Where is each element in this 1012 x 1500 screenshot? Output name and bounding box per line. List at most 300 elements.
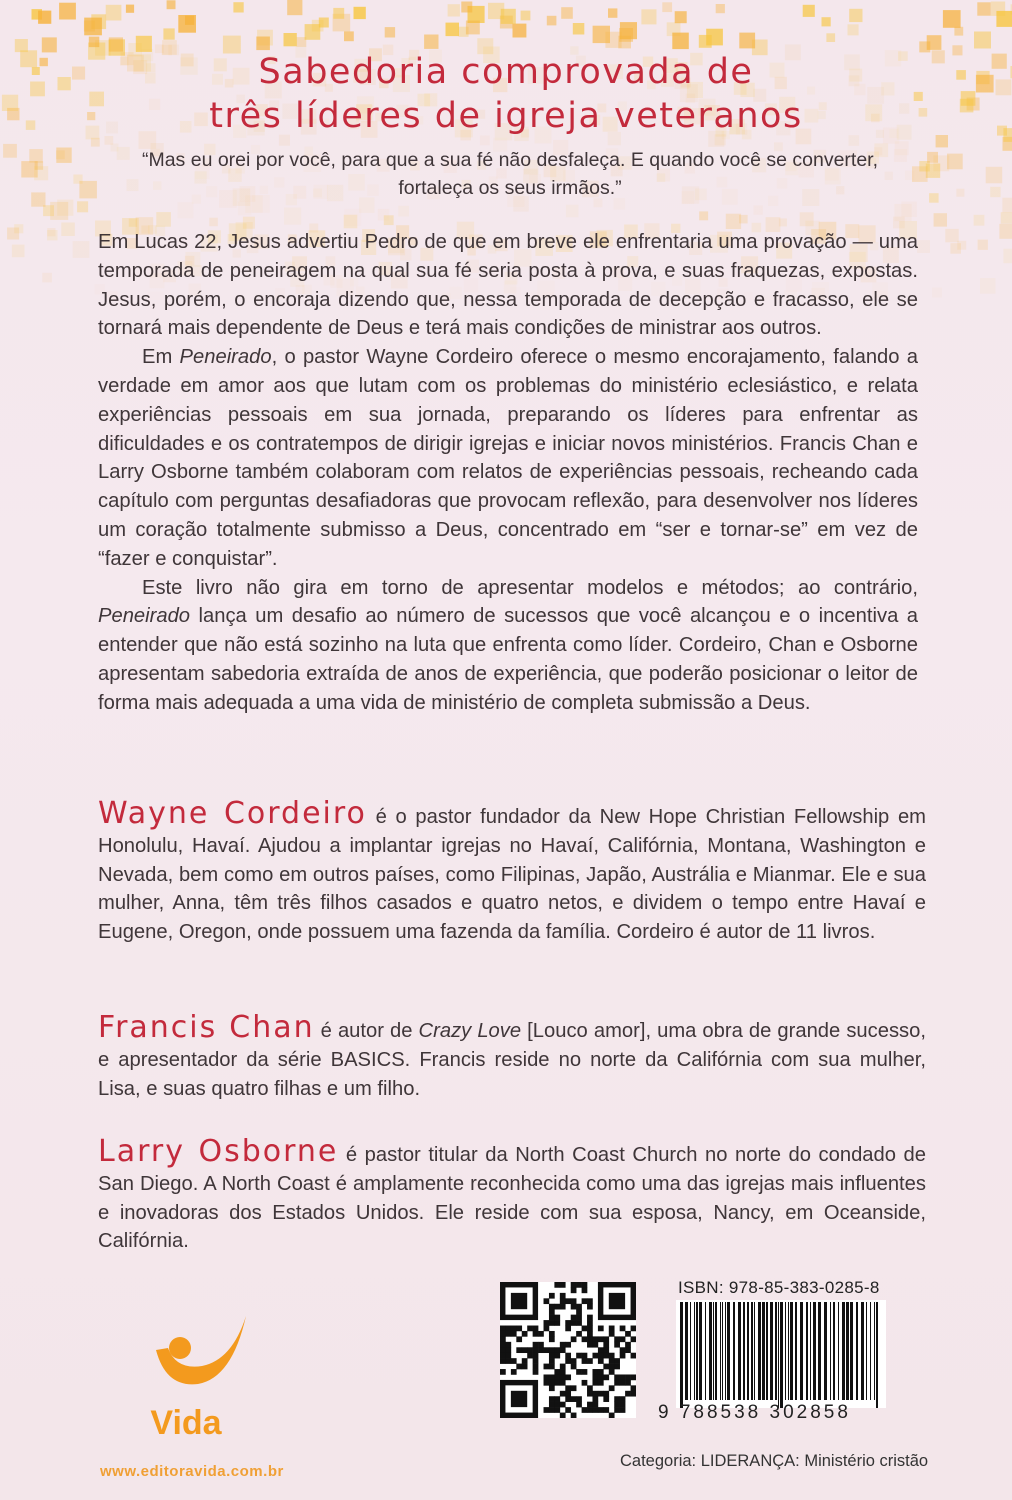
- qr-module: [620, 1326, 626, 1332]
- qr-module: [544, 1364, 550, 1370]
- barcode-bar: [806, 1302, 808, 1400]
- confetti-square: [459, 27, 469, 37]
- qr-module: [598, 1380, 604, 1386]
- qr-module: [625, 1374, 631, 1380]
- qr-module: [533, 1342, 539, 1348]
- qr-module: [549, 1315, 555, 1321]
- isbn-label: ISBN: 978-85-383-0285-8: [678, 1278, 880, 1297]
- qr-module: [500, 1331, 506, 1337]
- qr-module: [620, 1347, 626, 1353]
- qr-module: [538, 1342, 544, 1348]
- barcode-bar: [699, 1302, 702, 1400]
- qr-module: [598, 1374, 604, 1380]
- qr-module: [582, 1380, 588, 1386]
- confetti-square: [243, 217, 255, 229]
- qr-module: [603, 1407, 609, 1413]
- qr-module: [544, 1326, 550, 1332]
- qr-module: [609, 1293, 625, 1309]
- barcode-bar: [715, 1302, 717, 1400]
- qr-module: [592, 1374, 598, 1380]
- qr-module: [505, 1353, 511, 1359]
- qr-module: [533, 1331, 539, 1337]
- qr-module: [603, 1364, 609, 1370]
- barcode-bar: [838, 1302, 839, 1400]
- confetti-square: [31, 192, 45, 206]
- qr-module: [511, 1326, 517, 1332]
- confetti-square: [803, 5, 815, 17]
- qr-module: [582, 1358, 588, 1364]
- qr-module: [620, 1407, 626, 1413]
- qr-module: [565, 1358, 571, 1364]
- confetti-square: [47, 230, 57, 240]
- confetti-square: [954, 27, 963, 36]
- qr-module: [511, 1369, 517, 1375]
- confetti-square: [672, 33, 689, 50]
- qr-module: [592, 1402, 598, 1408]
- qr-module: [598, 1347, 604, 1353]
- qr-module: [603, 1391, 609, 1397]
- confetti-square: [974, 32, 991, 49]
- qr-module: [500, 1369, 506, 1375]
- confetti-square: [699, 35, 712, 48]
- confetti-square: [21, 161, 37, 177]
- qr-module: [544, 1320, 550, 1326]
- qr-module: [592, 1342, 598, 1348]
- confetti-square: [12, 245, 25, 258]
- qr-module: [603, 1342, 609, 1348]
- confetti-square: [739, 33, 755, 49]
- barcode-bar: [754, 1302, 755, 1400]
- qr-module: [587, 1331, 593, 1337]
- author-name: Larry Osborne: [98, 1134, 339, 1169]
- qr-module: [625, 1347, 631, 1353]
- qr-module: [571, 1315, 577, 1321]
- qr-module: [500, 1358, 506, 1364]
- qr-module: [560, 1374, 566, 1380]
- qr-module: [560, 1347, 566, 1353]
- qr-module: [505, 1326, 511, 1332]
- qr-module: [533, 1347, 539, 1353]
- confetti-square: [800, 212, 814, 226]
- confetti-square: [384, 215, 394, 225]
- qr-module: [511, 1358, 517, 1364]
- barcode-bar: [874, 1302, 875, 1400]
- qr-module: [500, 1336, 506, 1342]
- qr-module: [571, 1396, 577, 1402]
- qr-module: [598, 1358, 604, 1364]
- confetti-square: [934, 213, 947, 226]
- qr-module: [587, 1315, 593, 1321]
- qr-module: [571, 1358, 577, 1364]
- barcode-bar: [876, 1302, 878, 1408]
- confetti-square: [167, 0, 176, 9]
- qr-module: [522, 1364, 528, 1370]
- qr-module: [587, 1298, 593, 1304]
- qr-module: [582, 1287, 588, 1293]
- qr-module: [554, 1353, 560, 1359]
- qr-module: [620, 1353, 626, 1359]
- confetti-square: [156, 212, 171, 227]
- qr-module: [549, 1407, 555, 1413]
- qr-module: [560, 1402, 566, 1408]
- author-name: Francis Chan: [98, 1010, 315, 1045]
- confetti-square: [849, 9, 862, 22]
- confetti-square: [42, 273, 52, 283]
- barcode-bar: [725, 1302, 726, 1400]
- qr-module: [538, 1347, 544, 1353]
- qr-module: [620, 1336, 626, 1342]
- qr-module: [603, 1396, 609, 1402]
- confetti-square: [284, 33, 297, 46]
- confetti-square: [561, 7, 573, 19]
- barcode-bar: [833, 1302, 835, 1400]
- confetti-square: [706, 29, 723, 46]
- confetti-square: [257, 30, 273, 46]
- qr-code: [500, 1282, 636, 1418]
- qr-module: [571, 1304, 577, 1310]
- qr-module: [609, 1385, 615, 1391]
- qr-module: [609, 1369, 615, 1375]
- confetti-square: [319, 18, 329, 28]
- qr-module: [609, 1413, 615, 1418]
- qr-module: [576, 1282, 582, 1288]
- confetti-square: [667, 22, 681, 36]
- confetti-square: [1003, 249, 1012, 264]
- qr-module: [620, 1402, 626, 1408]
- confetti-square: [50, 202, 68, 220]
- qr-module: [598, 1353, 604, 1359]
- qr-module: [554, 1282, 560, 1288]
- qr-module: [560, 1364, 566, 1370]
- qr-module: [554, 1380, 560, 1386]
- qr-module: [560, 1342, 566, 1348]
- qr-module: [576, 1396, 582, 1402]
- qr-module: [544, 1374, 550, 1380]
- confetti-square: [73, 175, 82, 184]
- confetti-square: [56, 148, 71, 163]
- qr-module: [549, 1293, 555, 1299]
- qr-module: [533, 1364, 539, 1370]
- confetti-square: [461, 2, 472, 13]
- confetti-square: [848, 24, 859, 35]
- qr-module: [587, 1407, 593, 1413]
- confetti-square: [163, 28, 174, 39]
- confetti-square: [448, 4, 460, 16]
- book-title-inline: Peneirado: [98, 605, 191, 628]
- confetti-square: [466, 21, 480, 35]
- barcode-bar: [685, 1302, 688, 1400]
- qr-module: [582, 1407, 588, 1413]
- confetti-square: [333, 14, 351, 32]
- qr-module: [516, 1326, 522, 1332]
- confetti-square: [312, 20, 324, 32]
- qr-module: [516, 1336, 522, 1342]
- publisher-url[interactable]: www.editoravida.com.br: [100, 1463, 284, 1480]
- isbn-barcode: [676, 1300, 886, 1408]
- barcode-bar: [785, 1302, 786, 1400]
- confetti-square: [344, 31, 354, 41]
- author-bio-wayne: [98, 796, 926, 947]
- confetti-square: [77, 201, 88, 212]
- confetti-square: [126, 5, 134, 13]
- qr-module: [631, 1326, 636, 1332]
- qr-module: [500, 1342, 506, 1348]
- qr-module: [582, 1353, 588, 1359]
- confetti-square: [185, 16, 194, 25]
- qr-module: [571, 1287, 577, 1293]
- publisher-logo-text: Vida: [150, 1404, 222, 1440]
- qr-module: [565, 1374, 571, 1380]
- qr-module: [565, 1326, 571, 1332]
- confetti-square: [7, 228, 19, 240]
- barcode-bar: [770, 1302, 773, 1400]
- barcode-bar: [846, 1302, 849, 1400]
- qr-module: [554, 1369, 560, 1375]
- confetti-square: [29, 149, 43, 163]
- confetti-square: [14, 224, 23, 233]
- qr-module: [625, 1391, 631, 1397]
- barcode-bar: [813, 1302, 816, 1400]
- confetti-square: [59, 3, 76, 20]
- confetti-square: [385, 27, 395, 37]
- confetti-square: [178, 202, 194, 218]
- barcode-digits: 9 788538 302858: [658, 1402, 851, 1423]
- barcode-bar: [694, 1302, 695, 1400]
- barcode-bar: [751, 1302, 753, 1400]
- confetti-square: [32, 9, 43, 20]
- confetti-square: [106, 5, 122, 21]
- qr-module: [587, 1342, 593, 1348]
- confetti-square: [344, 209, 361, 226]
- barcode-bar: [824, 1302, 827, 1400]
- qr-module: [598, 1336, 604, 1342]
- barcode-bar: [722, 1302, 723, 1400]
- qr-module: [587, 1336, 593, 1342]
- qr-module: [565, 1391, 571, 1397]
- barcode-bar: [775, 1302, 777, 1400]
- qr-module: [554, 1320, 560, 1326]
- qr-module: [549, 1353, 555, 1359]
- qr-module: [609, 1331, 615, 1337]
- confetti-square: [501, 9, 516, 24]
- qr-module: [587, 1320, 593, 1326]
- confetti-square: [716, 4, 725, 13]
- barcode-bar: [738, 1302, 741, 1400]
- qr-module: [560, 1380, 566, 1386]
- qr-module: [565, 1407, 571, 1413]
- confetti-square: [513, 24, 527, 38]
- qr-module: [614, 1364, 620, 1370]
- qr-module: [549, 1304, 555, 1310]
- qr-module: [549, 1336, 555, 1342]
- qr-module: [565, 1298, 571, 1304]
- confetti-square: [47, 228, 55, 236]
- confetti-square: [354, 7, 366, 19]
- confetti-square: [84, 18, 102, 36]
- qr-module: [603, 1336, 609, 1342]
- qr-module: [587, 1402, 593, 1408]
- confetti-square: [89, 37, 100, 48]
- barcode-bar: [709, 1302, 712, 1400]
- qr-module: [571, 1413, 577, 1418]
- confetti-square: [84, 21, 95, 32]
- qr-module: [549, 1380, 555, 1386]
- confetti-square: [754, 205, 763, 214]
- confetti-square: [826, 33, 835, 42]
- confetti-square: [618, 36, 631, 49]
- qr-module: [603, 1347, 609, 1353]
- qr-module: [587, 1304, 593, 1310]
- barcode-bar: [830, 1302, 831, 1400]
- confetti-square: [297, 37, 307, 47]
- qr-module: [614, 1374, 620, 1380]
- confetti-square: [91, 14, 106, 29]
- qr-module: [598, 1407, 604, 1413]
- qr-module: [554, 1407, 560, 1413]
- qr-module: [549, 1364, 555, 1370]
- book-title: Peneirado: [179, 346, 272, 369]
- barcode-bar: [818, 1302, 821, 1400]
- qr-module: [565, 1385, 571, 1391]
- author-bio-francis: Francis Chan é autor de Crazy Love [Louco amor], uma obra de grande sucesso, e apresentador da série BASICS. Francis reside no norte da Califórnia com sua mulher, Lisa, e suas quatro filhas e um filho.: [98, 1010, 926, 1100]
- qr-module: [527, 1347, 533, 1353]
- confetti-square: [500, 16, 513, 29]
- qr-module: [620, 1380, 626, 1386]
- qr-module: [565, 1396, 571, 1402]
- qr-module: [538, 1331, 544, 1337]
- qr-module: [560, 1282, 566, 1288]
- qr-module: [631, 1374, 636, 1380]
- qr-module: [592, 1380, 598, 1386]
- qr-module: [500, 1347, 506, 1353]
- qr-module: [592, 1336, 598, 1342]
- qr-module: [549, 1402, 555, 1408]
- qr-module: [614, 1336, 620, 1342]
- confetti-square: [996, 11, 1012, 27]
- headline-line-1: Sabedoria comprovada de: [258, 52, 754, 92]
- confetti-square: [238, 202, 252, 216]
- qr-module: [631, 1391, 636, 1397]
- barcode-bar: [800, 1302, 803, 1400]
- qr-module: [549, 1320, 555, 1326]
- confetti-square: [1002, 198, 1012, 213]
- qr-module: [576, 1369, 582, 1375]
- qr-module: [527, 1353, 533, 1359]
- barcode-bar: [766, 1302, 768, 1400]
- confetti-square: [35, 161, 44, 170]
- barcode-bar: [762, 1302, 765, 1400]
- qr-module: [549, 1385, 555, 1391]
- confetti-square: [917, 240, 930, 253]
- qr-module: [582, 1369, 588, 1375]
- confetti-square: [424, 35, 438, 49]
- qr-module: [533, 1358, 539, 1364]
- synopsis: [98, 228, 918, 718]
- qr-module: [587, 1385, 593, 1391]
- qr-module: [582, 1336, 588, 1342]
- confetti-square: [974, 215, 985, 226]
- qr-module: [527, 1326, 533, 1332]
- confetti-square: [620, 22, 637, 39]
- qr-module: [560, 1293, 566, 1299]
- confetti-square: [468, 6, 485, 23]
- qr-module: [614, 1358, 620, 1364]
- synopsis-paragraph-2: Em Peneirado, o pastor Wayne Cordeiro oferece o mesmo encorajamento, falando a verdade em amor aos que lutam com os problemas do ministério eclesiástico, e relata experiências pessoais em sua jornada, preparando os líderes para enfrentar as dificuldades e os contratempos de dirigir igrejas e iniciar novos ministérios. Francis Chan e Larry Osborne também colaboram com relatos de experiências pessoais, recheando cada capítulo com perguntas desafiadoras que provocam reflexão, para desenvolver nos líderes um coração totalmente submisso a Deus, concentrado em “ser e tornar-se” em vez de “fazer e conquistar”.: [98, 346, 918, 570]
- qr-module: [554, 1374, 560, 1380]
- confetti-square: [932, 288, 942, 298]
- barcode-bar: [866, 1302, 867, 1400]
- barcode-bar: [705, 1302, 706, 1400]
- qr-module: [554, 1402, 560, 1408]
- qr-module: [505, 1342, 511, 1348]
- headline: [0, 50, 1012, 138]
- qr-module: [511, 1293, 527, 1309]
- confetti-square: [3, 144, 17, 158]
- barcode-bar: [743, 1302, 745, 1400]
- confetti-square: [129, 219, 137, 227]
- confetti-square: [547, 16, 557, 26]
- confetti-square: [675, 11, 687, 23]
- book-title: Crazy Love: [418, 1020, 522, 1042]
- confetti-square: [61, 223, 75, 237]
- qr-module: [554, 1315, 560, 1321]
- confetti-square: [999, 224, 1012, 239]
- qr-module: [560, 1391, 566, 1397]
- qr-module: [571, 1385, 577, 1391]
- qr-module: [571, 1320, 577, 1326]
- barcode-bar: [758, 1302, 761, 1400]
- confetti-square: [593, 26, 610, 43]
- qr-module: [500, 1326, 506, 1332]
- barcode-bar: [795, 1302, 797, 1400]
- epigraph-quote: “Mas eu orei por você, para que a sua fé não desfaleça. E quando você se converter, fortaleça os seus irmãos.”: [141, 149, 879, 199]
- confetti-square: [79, 181, 97, 199]
- confetti-square: [287, 0, 302, 15]
- confetti-square: [945, 229, 958, 242]
- barcode-bar: [870, 1302, 871, 1400]
- qr-module: [511, 1391, 527, 1407]
- confetti-square: [950, 243, 961, 254]
- confetti-square: [927, 152, 938, 163]
- qr-module: [582, 1298, 588, 1304]
- barcode-bar: [861, 1302, 864, 1400]
- confetti-square: [91, 138, 100, 147]
- confetti-square: [699, 211, 708, 220]
- qr-module: [505, 1347, 511, 1353]
- confetti-square: [57, 200, 73, 216]
- confetti-square: [957, 241, 966, 250]
- qr-module: [614, 1380, 620, 1386]
- qr-module: [576, 1331, 582, 1337]
- barcode-bar: [680, 1302, 683, 1408]
- qr-module: [544, 1407, 550, 1413]
- qr-module: [549, 1331, 555, 1337]
- author-bio-larry: [98, 1134, 926, 1256]
- qr-module: [625, 1331, 631, 1337]
- qr-module: [560, 1413, 566, 1418]
- confetti-square: [233, 2, 243, 12]
- headline-line-2: três líderes de igreja veteranos: [209, 96, 803, 136]
- qr-module: [533, 1353, 539, 1359]
- qr-module: [544, 1380, 550, 1386]
- confetti-square: [912, 166, 928, 182]
- confetti-square: [943, 10, 961, 28]
- qr-module: [505, 1331, 511, 1337]
- qr-module: [554, 1347, 560, 1353]
- confetti-square: [344, 215, 358, 229]
- qr-module: [576, 1315, 582, 1321]
- qr-module: [609, 1364, 615, 1370]
